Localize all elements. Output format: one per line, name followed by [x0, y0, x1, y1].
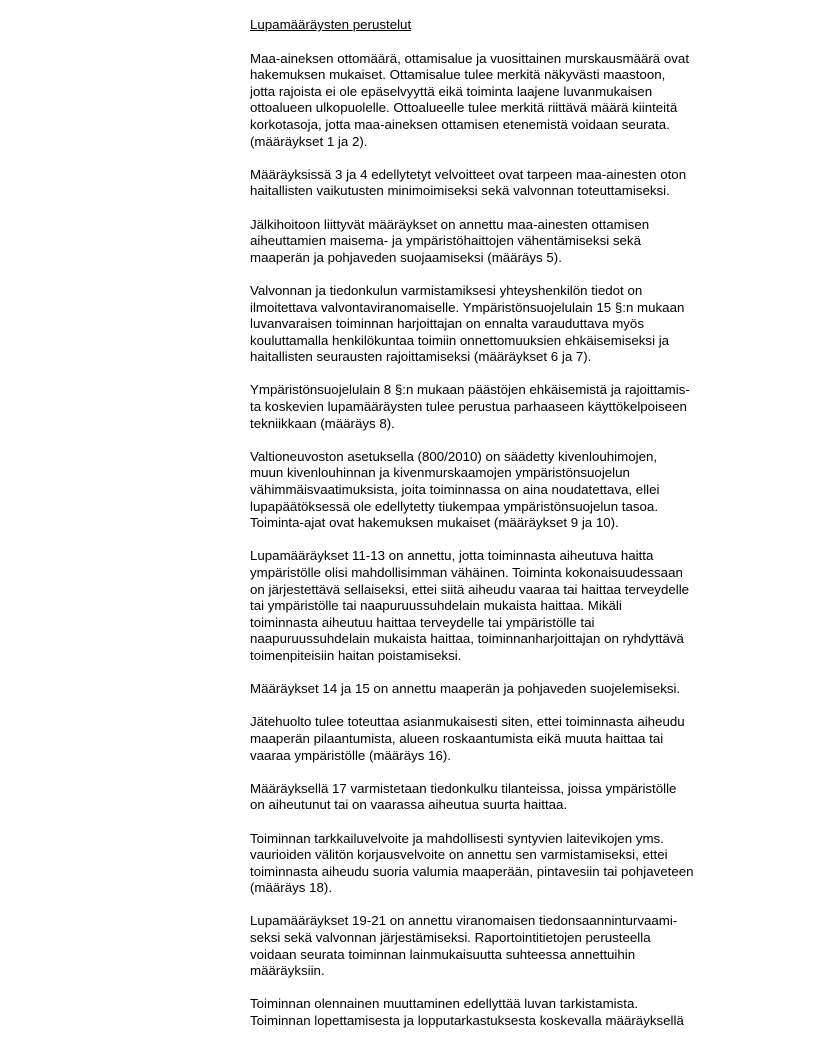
paragraph-line: toiminnasta aiheudu suoria valumia maaperään, pintavesiin tai pohjaveteen — [250, 863, 694, 879]
paragraph-line: lupapäätöksessä ole edellytetty tiukempaa ympäristönsuojelun tasoa. — [250, 498, 659, 514]
paragraph — [250, 913, 750, 979]
paragraph-line: haitallisten vaikutusten minimoimiseksi sekä valvonnan toteuttamiseksi. — [250, 183, 670, 199]
paragraph-line: vähimmäisvaatimuksista, joita toiminnassa on aina noudatettava, ellei — [250, 482, 660, 498]
paragraph-line: toimenpiteisiin haitan poistamiseksi. — [250, 647, 462, 663]
paragraph-line: Toiminnan lopettamisesta ja lopputarkastuksesta koskevalla määräyksellä — [250, 1013, 684, 1029]
paragraph-line: aiheuttamien maisema- ja ympäristöhaittojen vähentämiseksi sekä — [250, 233, 641, 249]
paragraph-line: määräyksiin. — [250, 963, 325, 979]
paragraph-line: korkotasoja, jotta maa-aineksen ottamisen etenemistä voidaan seurata. — [250, 116, 670, 132]
paragraph — [250, 449, 750, 532]
paragraph-line: vaurioiden välitön korjausvelvoite on annettu sen varmistamiseksi, ettei — [250, 847, 668, 863]
paragraph-line: Valtioneuvoston asetuksella (800/2010) on säädetty kivenlouhimojen, — [250, 448, 658, 464]
paragraph-line: tekniikkaan (määräys 8). — [250, 415, 395, 431]
paragraph — [250, 714, 750, 764]
paragraph-line: ilmoitettava valvontaviranomaiselle. Ympäristönsuojelulain 15 §:n mukaan — [250, 299, 685, 315]
paragraph-line: Määräyksellä 17 varmistetaan tiedonkulku tilanteissa, joissa ympäristölle — [250, 780, 677, 796]
paragraph-line: naapuruussuhdelain mukaista haittaa, toiminnanharjoittajan on ryhdyttävä — [250, 631, 684, 647]
paragraph-line: (määräys 18). — [250, 880, 333, 896]
paragraph-line: (määräykset 1 ja 2). — [250, 133, 368, 149]
paragraph — [250, 831, 750, 897]
section-heading: Lupamääräysten perustelut — [250, 17, 412, 32]
paragraph-line: Määräyksissä 3 ja 4 edellytetyt velvoitteet ovat tarpeen maa-ainesten oton — [250, 166, 687, 182]
paragraph-line: muun kivenlouhinnan ja kivenmurskaamojen ympäristönsuojelun — [250, 465, 630, 481]
paragraph-line: Toiminnan tarkkailuvelvoite ja mahdollisesti syntyvien laitevikojen yms. — [250, 830, 664, 846]
paragraph — [250, 781, 750, 814]
paragraph — [250, 51, 750, 151]
paragraph-line: ympäristölle olisi mahdollisimman vähäinen. Toiminta kokonaisuudessaan — [250, 565, 683, 580]
paragraph-line: Jälkihoitoon liittyvät määräykset on annettu maa-ainesten ottamisen — [250, 216, 650, 232]
paragraph-line: Jätehuolto tulee toteuttaa asianmukaisesti siten, ettei toiminnasta aiheudu — [250, 714, 685, 730]
paragraph-line: voidaan seurata toiminnan lainmukaisuutta suhteessa annettuihin — [250, 946, 636, 962]
paragraph-line: Lupamääräykset 19-21 on annettu viranomaisen tiedonsaanninturvaami- — [250, 913, 678, 929]
paragraph-line: maaperän pilaantumista, alueen roskaantumista eikä muuta haittaa tai — [250, 730, 664, 746]
paragraph-line: Ympäristönsuojelulain 8 §:n mukaan päästöjen ehkäisemistä ja rajoittamis- — [250, 382, 690, 398]
paragraph-line: seksi sekä valvonnan järjestämiseksi. Raportointitietojen perusteella — [250, 930, 651, 946]
document-page — [250, 17, 750, 1046]
paragraph-line: vaaraa ympäristölle (määräys 16). — [250, 747, 452, 763]
paragraph-line: Valvonnan ja tiedonkulun varmistamiksesi yhteyshenkilön tiedot on — [250, 282, 643, 298]
paragraph — [250, 217, 750, 267]
paragraph-line: Toiminta-ajat ovat hakemuksen mukaiset (määräykset 9 ja 10). — [250, 515, 619, 531]
paragraph — [250, 681, 750, 698]
paragraph-line: tai ympäristölle tai naapuruussuhdelain mukaista haittaa. Mikäli — [250, 598, 622, 614]
paragraph-line: ta koskevien lupamääräysten tulee perustua parhaaseen käyttökelpoiseen — [250, 399, 687, 415]
paragraph-line: ottoalueen ulkopuolelle. Ottoalueelle tulee merkitä riittävä määrä kiinteitä — [250, 100, 678, 116]
paragraph-line: haitallisten seurausten rajoittamiseksi (määräykset 6 ja 7). — [250, 349, 592, 365]
paragraph-line: on järjestettävä sellaiseksi, ettei siitä aiheudu vaaraa tai haittaa terveydelle — [250, 581, 690, 597]
paragraph-line: on aiheutunut tai on vaarassa aiheutua suurta haittaa. — [250, 797, 568, 813]
paragraph-line: kouluttamalla henkilökuntaa toimiin onnettomuuksien ehkäisemiseksi ja — [250, 332, 670, 348]
paragraph — [250, 283, 750, 366]
paragraph — [250, 382, 750, 432]
paragraph-line: Lupamääräykset 11-13 on annettu, jotta toiminnasta aiheutuva haitta — [250, 548, 654, 564]
paragraph-line: Maa-aineksen ottomäärä, ottamisalue ja vuosittainen murskausmäärä ovat — [250, 50, 690, 66]
paragraph-line: luvanvaraisen toiminnan harjoittajan on ennalta varauduttava myös — [250, 316, 644, 332]
paragraph — [250, 167, 750, 200]
paragraph-line: toiminnasta aiheutuu haittaa terveydelle tai ympäristölle tai — [250, 614, 595, 630]
paragraph-line: maaperän ja pohjaveden suojaamiseksi (määräys 5). — [250, 249, 562, 265]
paragraph-list — [250, 51, 750, 1030]
paragraph-line: Määräykset 14 ja 15 on annettu maaperän ja pohjaveden suojelemiseksi. — [250, 681, 681, 697]
paragraph — [250, 996, 750, 1029]
paragraph-line: hakemuksen mukaiset. Ottamisalue tulee merkitä näkyvästi maastoon, — [250, 67, 666, 83]
paragraph-line: Toiminnan olennainen muuttaminen edellyttää luvan tarkistamista. — [250, 996, 639, 1012]
paragraph-line: jotta rajoista ei ole epäselvyyttä eikä toiminta laajene luvanmukaisen — [250, 83, 653, 99]
paragraph — [250, 548, 750, 664]
